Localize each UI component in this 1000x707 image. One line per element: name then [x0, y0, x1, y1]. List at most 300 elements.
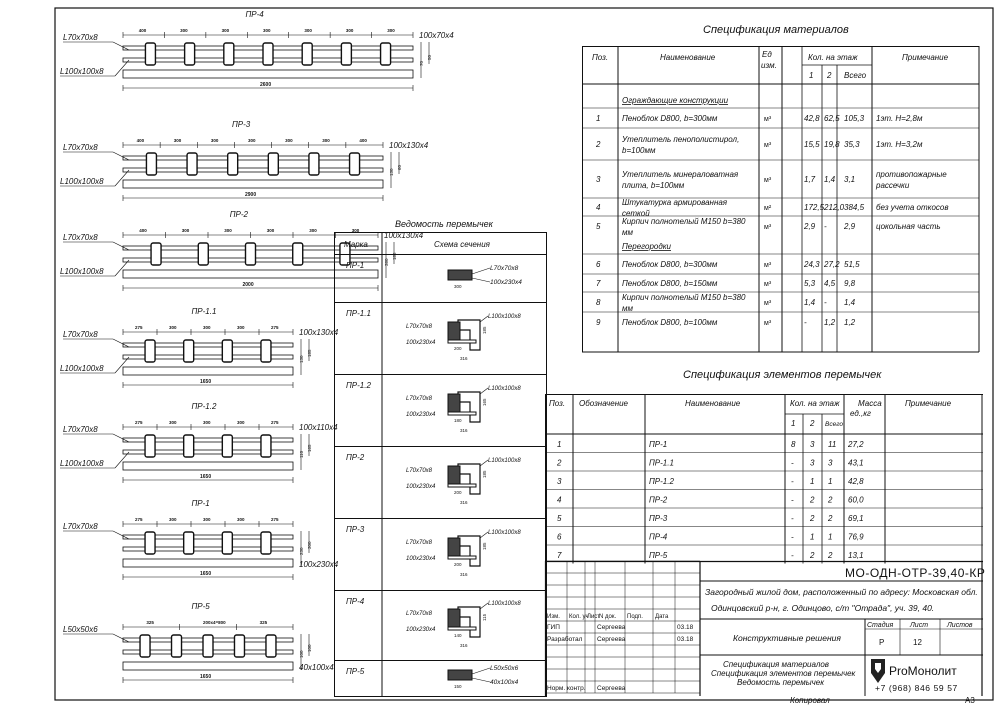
section-fill	[448, 538, 460, 556]
cell-name: Пеноблок D800, b=150мм	[622, 279, 718, 288]
dim-label: 200x4=800	[203, 620, 226, 625]
cell-f2: 3	[810, 440, 815, 449]
tb-col-label: N док.	[599, 614, 617, 620]
mid-bar	[123, 168, 383, 172]
dim-label: 300	[173, 138, 182, 143]
plate	[140, 635, 150, 657]
cell-f1: 15,5	[804, 140, 820, 149]
section-fill	[448, 609, 460, 627]
dim-label: 300	[169, 517, 177, 522]
dim-label: 400	[136, 138, 145, 143]
row-mark: ПР-5	[346, 667, 365, 676]
hdr-f1: 1	[809, 71, 814, 80]
hdr-f1: 1	[791, 419, 796, 428]
section-dim: 200	[454, 490, 462, 495]
hdr-f2: 2	[827, 71, 832, 80]
cell-f2: 2	[810, 514, 815, 523]
cell-name: Штукатурка армированная	[622, 198, 728, 207]
plate	[246, 243, 256, 265]
section-plate	[448, 556, 476, 559]
cell-note: 1эт. Н=2,8м	[876, 114, 923, 123]
section-label: L100x100x8	[488, 314, 521, 320]
corner-label: L70x70x8	[63, 143, 98, 152]
cell-f1: -	[791, 514, 794, 523]
lintel-title: ПР-1.1	[191, 307, 217, 316]
corner-label: L70x70x8	[63, 330, 98, 339]
dim-label: 275	[135, 325, 143, 330]
leader	[480, 532, 488, 538]
plate	[145, 435, 155, 457]
tb-doc-line: Ведомость перемычек	[737, 678, 824, 687]
corner-label: L70x70x8	[63, 425, 98, 434]
dim-label: 300	[237, 325, 245, 330]
tb-role: ГИП	[547, 624, 560, 631]
section-dim: 316	[460, 500, 468, 505]
base-label: L100x100x8	[60, 267, 104, 276]
cell-pos: 5	[557, 514, 562, 523]
section-heading: Ограждающие конструкции	[622, 96, 729, 105]
dim-label: 300	[224, 228, 232, 233]
length-label: 1650	[200, 571, 212, 577]
cell-total: 1	[828, 532, 833, 542]
cell-unit: м³	[764, 116, 772, 123]
section-label: L70x70x8	[406, 540, 433, 546]
dim-label: 275	[271, 517, 279, 522]
cell-total: 2	[828, 514, 833, 523]
materials-title: Спецификация материалов	[703, 24, 849, 36]
plate	[263, 43, 273, 65]
cell-pos: 9	[596, 318, 601, 327]
tb-sheets-label: Листов	[947, 622, 973, 629]
plate	[151, 243, 161, 265]
cell-unit: м³	[764, 300, 772, 307]
plate	[185, 43, 195, 65]
dim-label: 300	[237, 420, 245, 425]
dim-label: 300	[237, 517, 245, 522]
length-label: 2000	[242, 282, 254, 288]
plate	[350, 153, 360, 175]
plate	[187, 153, 197, 175]
plate	[341, 43, 351, 65]
cell-name: Пеноблок D800, b=300мм	[622, 260, 718, 269]
cell-f1: 1,7	[804, 175, 816, 184]
hdr-f2: 2	[810, 419, 815, 428]
cell-total: 9,8	[844, 279, 856, 288]
section-label: 100x230x4	[406, 556, 436, 562]
dim-label: 300	[203, 325, 211, 330]
tb-company: ProМонолит	[889, 664, 957, 678]
base-label: L100x100x8	[60, 364, 104, 373]
tb-sheet-label: Лист	[910, 622, 929, 629]
cell-mass: 69,1	[848, 514, 864, 523]
cell-total: 1,4	[844, 298, 856, 307]
plate	[222, 532, 232, 554]
cell-f2: 2	[810, 551, 815, 560]
dim-label: 400	[139, 228, 147, 233]
cell-f1: -	[791, 477, 794, 486]
plate	[184, 435, 194, 457]
height-label: 100	[299, 650, 304, 658]
lintel-title: ПР-3	[232, 120, 251, 129]
cell-mass: 76,9	[848, 532, 864, 542]
height-label: 100	[307, 644, 312, 652]
length-label: 2600	[260, 82, 272, 88]
dim-label: 300	[387, 28, 395, 33]
tb-col-label: Подп.	[627, 614, 643, 620]
dim-label: 325	[259, 620, 268, 625]
dim-label: 300	[210, 138, 219, 143]
length-label: 2900	[245, 192, 257, 198]
cell-mass: 43,1	[848, 458, 864, 468]
lintel-title: ПР-1	[191, 499, 210, 508]
plate	[261, 435, 271, 457]
cell-pos: 2	[557, 458, 562, 468]
cell-f2: -	[824, 298, 827, 307]
section-label: L100x100x8	[488, 458, 521, 464]
cell-f2: 2	[810, 495, 815, 505]
plate-label: 100x70x4	[419, 31, 454, 40]
cell-total: 35,3	[844, 140, 860, 149]
cell-note: рассечки	[876, 181, 910, 190]
section-dim: 316	[460, 643, 468, 648]
dim-label: 275	[271, 325, 279, 330]
section-plate	[448, 412, 476, 415]
cell-unit: м³	[764, 320, 772, 327]
height-label: 380	[384, 258, 389, 266]
cell-f2: 19,8	[824, 140, 840, 149]
height-label: 130	[299, 355, 304, 363]
tb-doc-line: Спецификация элементов перемычек	[711, 669, 856, 678]
plate	[184, 532, 194, 554]
tb-stage: Р	[879, 638, 885, 647]
hdr-unit: Ед	[762, 50, 772, 59]
leader	[480, 603, 488, 609]
plate	[309, 153, 319, 175]
cell-f1: 5,3	[804, 279, 816, 288]
row-mark: ПР-1	[346, 261, 365, 270]
cell-total: 1	[828, 477, 833, 486]
hdr-designation: Обозначение	[579, 399, 629, 408]
dim-label: 300	[285, 138, 293, 143]
row-mark: ПР-1.1	[346, 309, 371, 318]
section-dim: 115	[482, 613, 487, 621]
plate	[381, 43, 391, 65]
section-label: L70x70x8	[406, 324, 433, 330]
leader	[480, 388, 488, 394]
dim-label: 300	[169, 325, 177, 330]
hdr-unit: изм.	[761, 61, 777, 70]
cell-f2: 4,5	[824, 279, 836, 288]
dim-label: 300	[221, 28, 230, 33]
cell-f1: -	[804, 318, 807, 327]
plate	[302, 43, 312, 65]
plate-label: 100x130x4	[389, 141, 429, 150]
height-label: 185	[307, 349, 312, 357]
height-label: 300	[307, 541, 312, 549]
dim-label: 300	[180, 28, 188, 33]
plate	[268, 153, 278, 175]
cell-pos: 2	[596, 140, 601, 149]
section-dim: 316	[460, 356, 468, 361]
plate	[198, 243, 208, 265]
tb-person: Сергеева	[597, 624, 626, 631]
materials-table	[582, 46, 982, 346]
dim-label: 300	[263, 28, 271, 33]
dim-label: 275	[135, 517, 143, 522]
cell-name: Пеноблок D800, b=100мм	[622, 318, 718, 327]
top-bar	[123, 156, 383, 160]
base-bar	[123, 367, 293, 375]
dim-label: 300	[248, 138, 256, 143]
cell-f2: 1,2	[824, 318, 836, 327]
section-fill	[448, 394, 460, 412]
hdr-total: Всего	[825, 421, 843, 428]
lintel-title: ПР-1.2	[191, 402, 217, 411]
dim-label: 300	[304, 28, 312, 33]
cell-total: 105,3	[844, 114, 865, 123]
plate	[184, 340, 194, 362]
cell-f1: 2,9	[804, 222, 816, 231]
tb-stage-label: Стадия	[867, 622, 894, 629]
section-dim: 300	[454, 284, 462, 289]
plate	[266, 635, 276, 657]
cell-name: мм	[622, 228, 633, 237]
section-label: L70x70x8	[406, 468, 433, 474]
cell-mass: 60,0	[848, 495, 864, 505]
hdr-name: Наименование	[660, 53, 716, 62]
height-label: 185	[392, 252, 397, 260]
section-label: L100x100x8	[488, 530, 521, 536]
section-dim: 185	[482, 542, 487, 550]
plate-label: 100x130x4	[299, 328, 339, 337]
plate-label: 40x100x4	[299, 663, 334, 672]
cell-pos: 4	[557, 495, 562, 505]
tb-address: Загородный жилой дом, расположенный по адресу: Московская обл.	[705, 587, 978, 597]
cell-pos: 6	[596, 260, 601, 269]
dim-label: 300	[351, 228, 360, 233]
height-label: 60	[397, 164, 402, 170]
height-label: 230	[299, 547, 304, 555]
height-label: 50	[427, 54, 432, 60]
cell-name: Пеноблок D800, b=300мм	[622, 114, 718, 123]
plate	[172, 635, 182, 657]
section-dim: 185	[482, 326, 487, 334]
dim-label: 300	[309, 228, 317, 233]
cell-pos: 7	[557, 551, 562, 560]
header-scheme: Схема сечения	[434, 240, 490, 249]
cell-total: 2,9	[844, 222, 856, 231]
leader	[480, 316, 488, 322]
row-mark: ПР-4	[346, 597, 365, 606]
leader	[472, 678, 490, 682]
cell-name: Кирпич полнотелый М150 b=380	[622, 293, 746, 302]
cell-mass: 13,1	[848, 551, 864, 560]
section-label: L70x70x8	[406, 396, 433, 402]
height-label: 165	[307, 444, 312, 452]
length-label: 1650	[200, 379, 212, 385]
leader	[472, 278, 490, 282]
cell-name: плита, b=100мм	[622, 181, 685, 190]
hdr-name: Наименование	[685, 399, 741, 408]
cell-f1: 172,5	[804, 203, 825, 212]
tb-person: Сергеева	[597, 685, 626, 692]
cell-unit: м³	[764, 281, 772, 288]
leader	[115, 357, 129, 373]
vedomost-table	[334, 232, 549, 702]
cell-f1: -	[791, 532, 794, 542]
plate	[145, 43, 155, 65]
tb-role: Норм. контр.	[547, 685, 586, 692]
base-label: L100x100x8	[60, 459, 104, 468]
cell-mass: 42,8	[848, 477, 864, 486]
length-label: 1650	[200, 474, 212, 480]
dim-label: 400	[359, 138, 367, 143]
cell-total: 11	[828, 440, 837, 449]
tb-date: 03.18	[677, 636, 694, 643]
plate	[261, 340, 271, 362]
cell-unit: м³	[764, 177, 772, 184]
cell-unit: м²	[764, 205, 772, 212]
corner-label: L70x70x8	[63, 33, 98, 42]
cell-total: 51,5	[844, 260, 860, 269]
tb-phone: +7 (968) 846 59 57	[875, 683, 958, 693]
section-label: L100x100x8	[488, 386, 521, 392]
lintel-title: ПР-4	[245, 10, 264, 19]
cell-unit: м³	[764, 224, 772, 231]
cell-f2: -	[824, 222, 827, 231]
section-fill	[448, 270, 472, 280]
height-label: 70	[419, 60, 424, 66]
hdr-note: Примечание	[902, 53, 949, 62]
leader	[115, 170, 129, 186]
section-heading: Перегородки	[622, 242, 671, 251]
section-label: 40x100x4	[490, 679, 519, 686]
corner-label: L70x70x8	[63, 522, 98, 531]
row-mark: ПР-2	[346, 453, 365, 462]
dim-label: 275	[135, 420, 143, 425]
tb-address: Одинцовский р-н, г. Одинцово, с/т "Отрада", уч. 39, 40.	[711, 603, 935, 613]
base-bar	[123, 462, 293, 470]
section-dim: 316	[460, 572, 468, 577]
section-plate	[448, 484, 476, 487]
section-dim: 180	[454, 418, 462, 423]
format-label: А3	[965, 696, 975, 705]
cell-total: 2	[828, 495, 833, 505]
section-label: L70x70x8	[490, 265, 519, 272]
dim-label: 275	[271, 420, 279, 425]
plate	[145, 340, 155, 362]
plate-label: 100x130x4	[384, 231, 424, 240]
cell-note: противопожарные	[876, 170, 947, 179]
hdr-qty: Кол. на этаж	[790, 399, 840, 408]
title-block	[545, 561, 985, 701]
plate-label: 100x230x4	[299, 560, 339, 569]
hdr-mass: ед.,кг	[850, 409, 871, 418]
plate	[146, 153, 156, 175]
cell-note: 1эт. Н=3,2м	[876, 140, 923, 149]
cell-name: ПР-5	[649, 551, 668, 560]
cell-name: Утеплитель пенополистирол,	[622, 135, 740, 144]
leader	[480, 460, 488, 466]
cell-f2: 212,0	[824, 203, 845, 212]
tb-role: Разработал	[547, 636, 583, 643]
hdr-total: Всего	[844, 71, 867, 80]
plate	[222, 435, 232, 457]
base-label: L100x100x8	[60, 67, 104, 76]
cell-pos: 5	[596, 222, 601, 231]
cell-name: b=100мм	[622, 146, 656, 155]
plate	[293, 243, 303, 265]
hdr-qty: Кол. на этаж	[808, 53, 858, 62]
section-label: 100x230x4	[490, 279, 522, 286]
cell-name: мм	[622, 304, 633, 313]
lintel-title: ПР-2	[229, 210, 248, 219]
cell-f1: 1,4	[804, 298, 816, 307]
dim-label: 300	[345, 28, 354, 33]
section-fill	[448, 466, 460, 484]
base-bar	[123, 559, 293, 567]
height-label: 110	[299, 450, 304, 458]
cell-total: 3	[828, 458, 833, 468]
section-label: L70x70x8	[406, 611, 433, 617]
cell-f2: 1	[810, 532, 815, 542]
section-dim: 185	[482, 470, 487, 478]
plate	[145, 532, 155, 554]
tb-col-label: Дата	[655, 614, 669, 620]
cell-note: без учета откосов	[876, 203, 949, 212]
cell-f1: -	[791, 458, 794, 468]
plate	[222, 340, 232, 362]
dim-label: 300	[169, 420, 177, 425]
plate	[224, 43, 234, 65]
tb-section: Конструктивные решения	[733, 633, 841, 643]
cell-f1: -	[791, 551, 794, 560]
dim-label: 300	[203, 517, 211, 522]
plate	[203, 635, 213, 657]
cell-mass: 27,2	[848, 440, 864, 449]
section-dim: 165	[482, 398, 487, 406]
base-bar	[123, 70, 413, 78]
cell-name: ПР-1.1	[649, 458, 674, 468]
lintel-title: ПР-5	[191, 602, 210, 611]
section-dim: 200	[454, 346, 462, 351]
plate	[261, 532, 271, 554]
cell-note: цокольная часть	[876, 222, 941, 231]
header-mark: Марка	[344, 240, 368, 249]
vedomost-title: Ведомость перемычек	[395, 219, 493, 229]
tb-col-label: Кол. уч	[569, 614, 589, 620]
tb-person: Сергеева	[597, 636, 626, 643]
tb-col-label: Изм.	[547, 614, 560, 620]
cell-unit: м³	[764, 142, 772, 149]
cell-f1: 24,3	[804, 260, 820, 269]
cell-total: 1,2	[844, 318, 856, 327]
cell-name: ПР-4	[649, 532, 668, 542]
cell-total: 384,5	[844, 203, 865, 212]
tb-date: 03.18	[677, 624, 694, 631]
tb-code: МО-ОДН-ОТР-39,40-КР	[845, 566, 986, 580]
leader	[472, 668, 490, 674]
length-label: 1650	[200, 674, 212, 680]
cell-name: ПР-1.2	[649, 477, 674, 486]
leader	[115, 60, 129, 76]
cell-f2: 62,5	[824, 114, 840, 123]
cell-f1: -	[791, 495, 794, 505]
tb-col-label: Лист	[587, 614, 601, 620]
dim-label: 300	[181, 228, 190, 233]
copied-label: Копировал	[790, 696, 830, 705]
row-mark: ПР-1.2	[346, 381, 371, 390]
